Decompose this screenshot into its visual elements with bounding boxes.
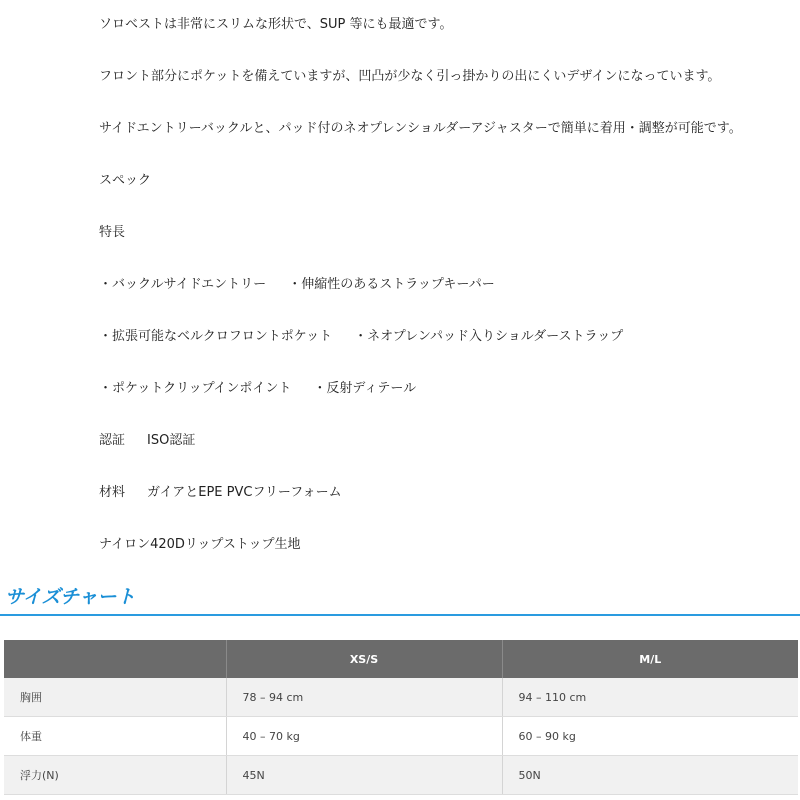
cell-buoyancy-xs-s: 45N: [226, 756, 502, 795]
description-paragraph-2: フロント部分にポケットを備えていますが、凹凸が少なく引っ掛かりの出にくいデザインになっています。: [99, 69, 721, 84]
feature-item: ・拡張可能なベルクロフロントポケット: [99, 329, 333, 344]
row-label-buoyancy: 浮力(N): [4, 756, 226, 795]
size-chart-header-xs-s: XS/S: [226, 640, 502, 678]
size-chart-title-rule: [0, 614, 800, 616]
feature-item: ・伸縮性のあるストラップキーパー: [288, 277, 495, 292]
cell-buoyancy-m-l: 50N: [502, 756, 798, 795]
feature-line-3: [99, 380, 416, 398]
feature-line-2: [99, 328, 623, 346]
size-chart-header-m-l: M/L: [502, 640, 798, 678]
row-label-weight: 体重: [4, 717, 226, 756]
size-chart-header-row: [4, 640, 798, 678]
cell-weight-xs-s: 40 – 70 kg: [226, 717, 502, 756]
size-chart-table: [4, 640, 798, 795]
table-row: [4, 756, 798, 795]
certification-line: [99, 432, 195, 450]
row-label-chest: 胸囲: [4, 678, 226, 717]
cell-chest-m-l: 94 – 110 cm: [502, 678, 798, 717]
feature-line-1: [99, 276, 495, 294]
feature-item: ・反射ディテール: [313, 381, 417, 396]
material-line: [99, 484, 342, 502]
description-paragraph-1: ソロベストは非常にスリムな形状で、SUP 等にも最適です。: [99, 17, 453, 32]
size-chart-title: サイズチャート: [5, 586, 136, 608]
features-heading: 特長: [99, 225, 126, 240]
certification-label: 認証: [99, 433, 126, 448]
description-paragraph-3: サイドエントリーバックルと、パッド付のネオプレンショルダーアジャスターで簡単に着用・調整が可能です。: [99, 121, 742, 136]
feature-item: ・バックルサイドエントリー: [99, 277, 267, 292]
feature-item: ・ネオプレンパッド入りショルダーストラップ: [354, 329, 624, 344]
certification-value: ISO認証: [147, 433, 196, 448]
spec-heading: スペック: [99, 173, 152, 188]
table-row: [4, 717, 798, 756]
feature-item: ・ポケットクリップインポイント: [99, 381, 292, 396]
cell-weight-m-l: 60 – 90 kg: [502, 717, 798, 756]
material-value: ガイアとEPE PVCフリーフォーム: [147, 485, 342, 500]
material-extra: ナイロン420Dリップストップ生地: [99, 537, 301, 552]
cell-chest-xs-s: 78 – 94 cm: [226, 678, 502, 717]
size-chart-header-empty: [4, 640, 226, 678]
table-row: [4, 678, 798, 717]
material-label: 材料: [99, 485, 126, 500]
